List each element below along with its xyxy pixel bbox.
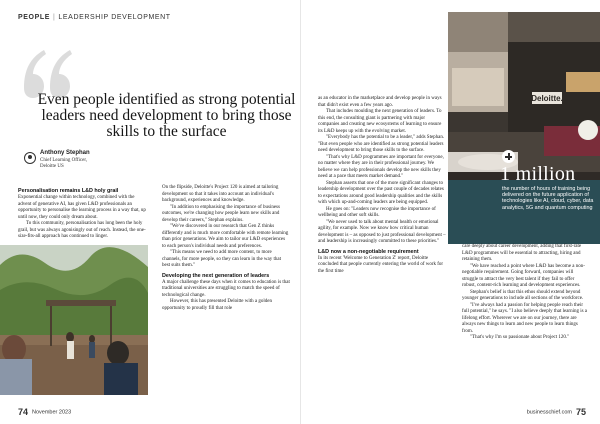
paragraph: Stephan asserts that one of the more significant changes to leadership development over the past couple of decades relates to expectations around good leadership qualities and the skills with which up-and-coming leaders are being equipped. xyxy=(318,180,444,205)
paragraph: "That's why I'm so passionate about Project 120." xyxy=(470,335,570,340)
paragraph: However, this has presented Deloitte with a golden opportunity to proudly fill that role xyxy=(162,299,272,311)
paragraph: "Everybody has the potential to be a leader," adds Stephan. "But even people who are identified as strong potential leaders need development to bring those skills to the surface. xyxy=(318,135,445,153)
article-column-3 xyxy=(318,96,446,275)
paragraph: A major challenge these days when it comes to education is that traditional universities are struggling to match the speed of technological change. xyxy=(162,279,290,298)
author-title-line1: Chief Learning Officer, xyxy=(40,158,88,163)
author-byline xyxy=(24,150,174,180)
author-icon xyxy=(24,152,36,164)
page-gutter xyxy=(300,0,301,424)
paragraph: "In addition to emphasising the importance of business outcomes, we're changing how people learn new skills and develop their careers," Stephan explains. xyxy=(162,204,280,223)
office-sign: Deloitte. xyxy=(531,94,563,103)
paragraph: "This means we need to add more content, to more channels, for more people, so they can learn in the way that best suits them." xyxy=(162,250,281,268)
paragraph: On the flipside, Deloitte's Project 120 is aimed at tailoring development so that it takes into account an individual's background, experiences and knowledge. xyxy=(162,185,279,203)
stat-caption: the number of hours of training being delivered on the future application of technologies like AI, cloud, cyber, data analytics, 5G and quantum computing xyxy=(502,186,594,211)
footer-left xyxy=(18,407,71,417)
paragraph: He goes on: "Leaders now recognise the importance of wellbeing and other soft skills. xyxy=(318,206,436,218)
subhead-next-generation: Developing the next generation of leaders xyxy=(162,272,270,279)
paragraph: "That's why L&D programmes are important for everyone, no matter where they are in their professional journey. We believe we can help professionals develop the new skills they need at a pace that meets market demand." xyxy=(318,154,444,179)
issue-date: November 2023 xyxy=(32,409,72,416)
paragraph: "We have reached a point where L&D has become a non-negotiable requirement. Going forward, companies will struggle to attract the very best talent if they fail to offer robust, content-rich learning and development experiences. xyxy=(462,263,585,288)
plus-icon xyxy=(502,150,515,163)
section-label: PEOPLE xyxy=(18,14,50,21)
section-tag xyxy=(18,14,171,21)
paragraph: care deeply about career development, adding that first-rate L&D programmes will be essential to attracting, hiring and retaining them. xyxy=(462,244,582,262)
footer-right xyxy=(527,407,586,417)
author-title xyxy=(40,158,87,170)
page-number-right: 75 xyxy=(575,407,586,417)
paragraph: Stephan's belief is that this ethos should extend beyond younger generations to include all sections of the workforce. xyxy=(462,289,584,301)
paragraph: as an educator in the marketplace and develop people in ways that didn't exist even a few years ago. xyxy=(318,96,442,108)
paragraph: In its recent 'Welcome to Generation Z' report, Deloitte concluded that people currently entering the world of work for the first time xyxy=(318,255,444,274)
subhead-non-negotiable: L&D now a non-negotiable requirement xyxy=(318,248,419,255)
headline: Even people identified as strong potential leaders need development to bring those skills to the surface xyxy=(37,91,296,140)
author-name: Anthony Stephan xyxy=(40,150,90,156)
garden-photo xyxy=(0,245,148,395)
paragraph: "We never used to talk about mental health or emotional agility, for example. Now we know how critical human development is – as opposed to just professional development – and leadership is increasingly committed to these priorities." xyxy=(318,219,446,244)
article-column-2 xyxy=(162,185,290,312)
subsection-label: LEADERSHIP DEVELOPMENT xyxy=(58,14,171,21)
subhead-personalisation: Personalisation remains L&D holy grail xyxy=(18,188,119,194)
site-name: businesschief.com xyxy=(526,409,572,416)
author-title-line2: Deloitte US xyxy=(40,164,64,169)
paragraph: To this community, personalisation has long been the holy grail, but was always agonisingly out of reach. Instead, the one-size-fits-all approach has continued to linger. xyxy=(18,221,146,239)
paragraph: "I've always had a passion for helping people reach their full potential," he says. "I also believe deeply that learning is a lifelong effort. Wherever we are on our journey, there are always new things to learn and new people to learn things from. xyxy=(462,302,588,334)
page-number-left: 74 xyxy=(18,407,29,417)
paragraph: That includes moulding the next generation of leaders. To this end, the consulting giant is partnering with major companies and creating new ecosystems of learning to ensure its L&D keeps up with the evolving market. xyxy=(318,109,442,134)
article-column-1 xyxy=(18,185,146,241)
section-separator: | xyxy=(53,14,56,21)
stat-number: 1 million xyxy=(500,163,576,185)
paragraph: "We've discovered in our research that Gen Z thinks differently and is much more comfortable with remote learning than prior generations. We aim to tailor our L&D experiences to each person's individual needs and preferences. xyxy=(162,224,289,249)
article-column-4 xyxy=(462,244,588,342)
paragraph: Exponential change within technology, combined with the advent of generative AI, has given L&D professionals an opportunity to personalise the learning process in a way that, up until now, they could only dream about. xyxy=(18,195,146,220)
